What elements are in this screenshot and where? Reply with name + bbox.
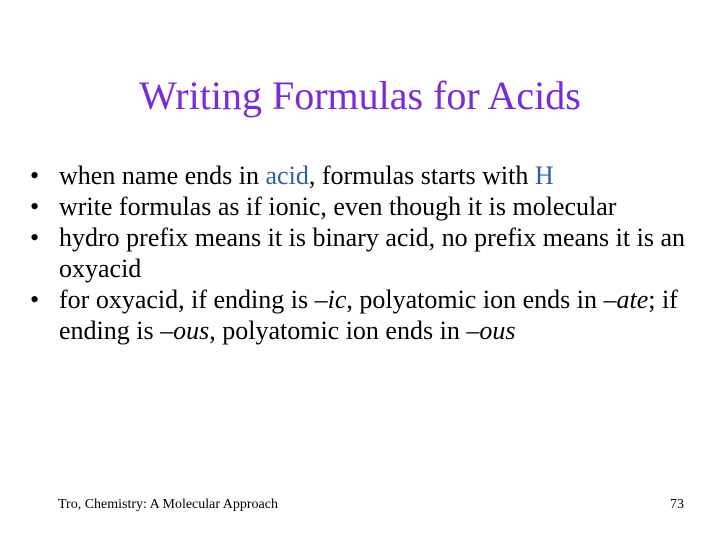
suffix-term: –ous — [160, 316, 210, 345]
bullet-text: write formulas as if ionic, even though it is molecular — [59, 192, 617, 221]
bullet-icon: • — [30, 161, 40, 190]
bullet-item — [30, 222, 690, 284]
bullet-item — [30, 191, 690, 222]
bullet-item — [30, 160, 690, 191]
highlight-term: acid — [265, 161, 309, 190]
bullet-text: hydro prefix means it is binary acid, no prefix means it is an oxyacid — [59, 223, 686, 283]
suffix-term: –ous — [466, 316, 516, 345]
suffix-term: –ate — [603, 285, 649, 314]
bullet-text: , polyatomic ion ends in — [209, 316, 467, 345]
bullet-text: , formulas starts with — [308, 161, 535, 190]
slide-title: Writing Formulas for Acids — [139, 73, 581, 118]
suffix-term: –ic — [314, 285, 347, 314]
bullet-text: when name ends in — [59, 161, 266, 190]
bullet-text: ; if ending is — [59, 285, 678, 345]
bullet-item — [30, 284, 690, 346]
footer-source: Tro, Chemistry: A Molecular Approach — [58, 497, 278, 512]
highlight-term: H — [534, 161, 554, 190]
bullet-icon: • — [30, 223, 40, 252]
bullet-text: for oxyacid, if ending is — [59, 285, 315, 314]
bullet-text: , polyatomic ion ends in — [346, 285, 604, 314]
bullet-icon: • — [30, 192, 40, 221]
page-number: 73 — [670, 497, 684, 512]
bullet-list — [30, 160, 690, 346]
bullet-icon: • — [30, 285, 40, 314]
